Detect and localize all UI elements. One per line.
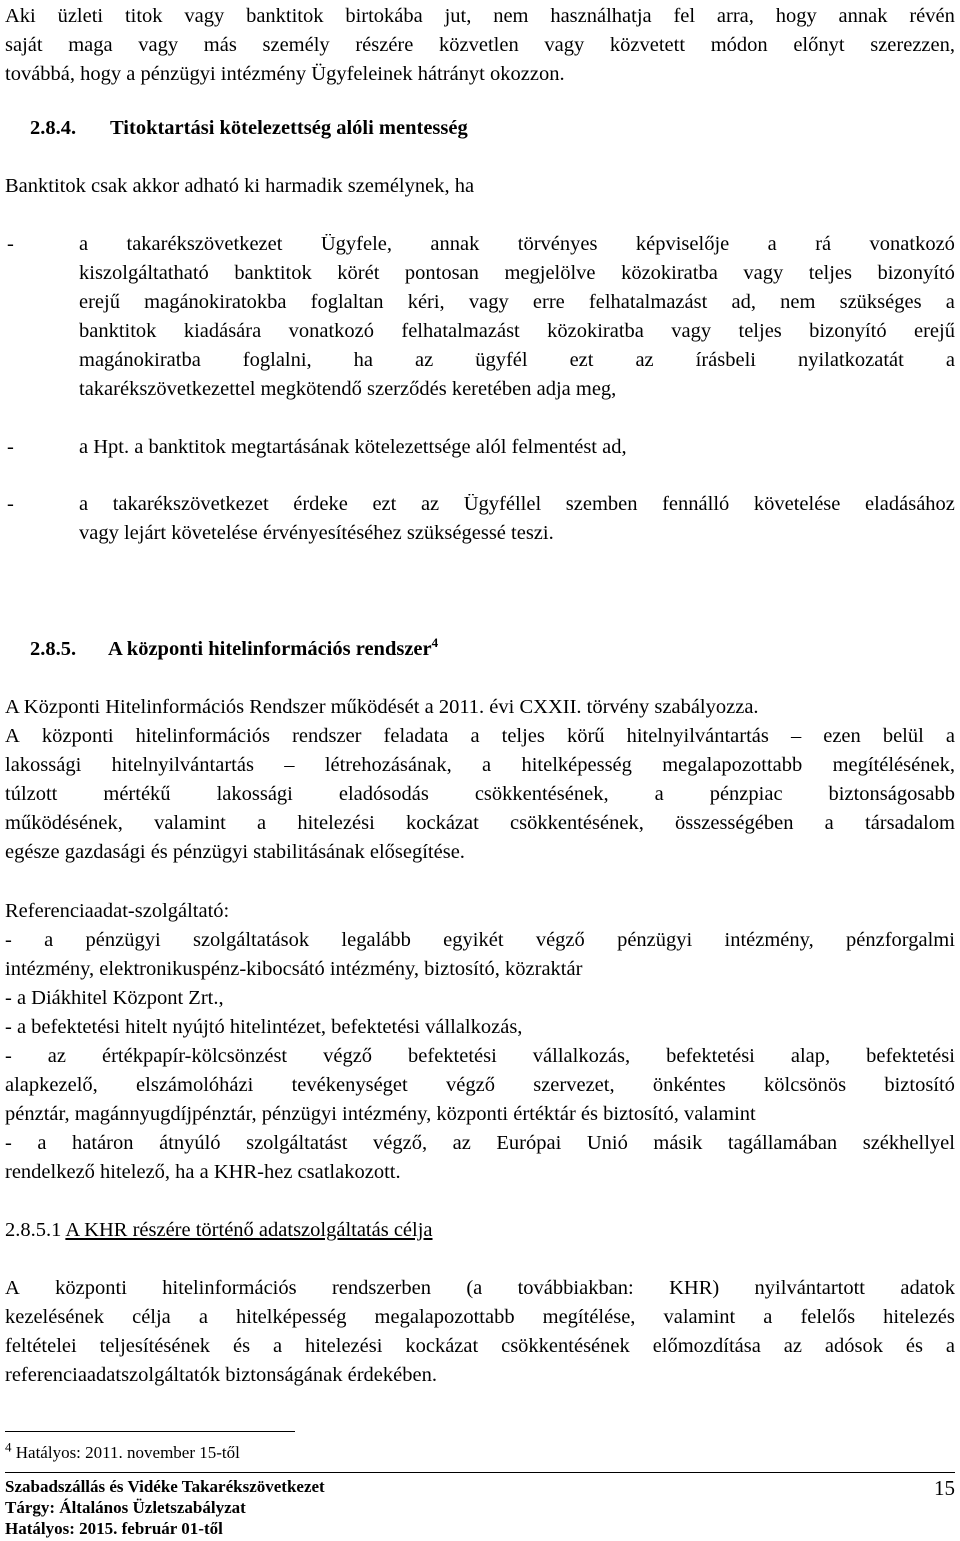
list-item-line (79, 494, 955, 516)
word: befektetési (666, 1046, 755, 1067)
word: kezelésének (5, 1307, 105, 1328)
text-line: egésze gazdasági és pénzügyi stabilitásának elősegítése. (5, 841, 465, 863)
word: foglaltan (310, 292, 384, 313)
word: a (272, 1336, 283, 1357)
word: vonatkozó (869, 234, 955, 255)
word: vonatkozó (288, 321, 374, 342)
word: hitelezési (305, 1336, 383, 1357)
subsection-heading (5, 1220, 433, 1241)
word: KHR) (669, 1278, 720, 1299)
word: végző, (373, 1133, 428, 1154)
word: hitelképesség (521, 755, 632, 776)
word: az (415, 350, 434, 371)
word: megalapozottabb (662, 755, 803, 776)
text-line: rendelkező hitelező, ha a KHR-hez csatlakozott. (5, 1161, 401, 1183)
text-line: - a Diákhitel Központ Zrt., (5, 987, 224, 1009)
word: legalább (341, 930, 411, 951)
word: végző (323, 1046, 373, 1067)
word: létrehozásának, (324, 755, 452, 776)
text-line: referenciaadatszolgáltatók biztonságának érdekében. (5, 1364, 437, 1386)
word: szolgáltatások (192, 930, 310, 951)
text-line (5, 930, 955, 952)
word: rendszerben (331, 1278, 431, 1299)
word: felhatalmazást (401, 321, 520, 342)
word: székhellyel (862, 1133, 955, 1154)
word: banktitok (79, 321, 157, 342)
word: a (257, 813, 267, 834)
footnote-ref: 4 (431, 635, 439, 651)
word: az (452, 1133, 471, 1154)
word: intézmény, (724, 930, 814, 951)
word: fel (673, 6, 696, 27)
text-line (5, 6, 955, 28)
word: rendszer (292, 726, 362, 747)
footnote-number: 4 (5, 1439, 12, 1455)
word: belül (882, 726, 924, 747)
word: vagy (184, 6, 225, 27)
word: pénzügyi (85, 930, 161, 951)
word: az (635, 350, 654, 371)
word: körű (566, 726, 605, 747)
word: pénzforgalmi (846, 930, 955, 951)
word: birtokába (345, 6, 423, 27)
word: a (824, 813, 834, 834)
word: erre (532, 292, 565, 313)
word: felhatalmazást (588, 292, 708, 313)
section-title (108, 635, 439, 660)
word: Aki (5, 6, 36, 27)
word: a (763, 1307, 773, 1328)
word: ezt (372, 494, 397, 515)
word: feltételei (5, 1336, 77, 1357)
word: a (945, 1336, 955, 1357)
footnote (5, 1439, 240, 1462)
word: kölcsönös (764, 1075, 847, 1096)
word: a (945, 350, 955, 371)
text-line (5, 1307, 955, 1329)
word: nem (493, 6, 529, 27)
word: foglalni, (242, 350, 312, 371)
footnote-divider (5, 1431, 295, 1432)
word: az (783, 1336, 802, 1357)
section-number: 2.8.4. (30, 117, 77, 139)
word: a (44, 930, 54, 951)
section-title: Titoktartási kötelezettség alóli mentesség (110, 117, 468, 139)
word: társadalom (865, 813, 955, 834)
word: a (654, 784, 664, 805)
list-item-line (79, 234, 955, 256)
word: valamint (154, 813, 226, 834)
word: ad, (731, 292, 756, 313)
text-line (5, 1075, 955, 1097)
word: a (945, 726, 955, 747)
word: befektetési (408, 1046, 497, 1067)
word: teljes (738, 321, 782, 342)
word: egyikét (443, 930, 504, 951)
word: vagy (671, 321, 712, 342)
word: rá (815, 234, 832, 255)
word: az (420, 494, 440, 515)
word: fennálló (662, 494, 730, 515)
word: hitelnyilvántartás (111, 755, 254, 776)
word: eladósodás (338, 784, 429, 805)
word: közokiratba (621, 263, 718, 284)
word: szervezet, (533, 1075, 615, 1096)
word: vagy (468, 292, 509, 313)
bullet-dash: - (7, 436, 14, 458)
word: célja (132, 1307, 171, 1328)
list-item-line (79, 350, 955, 372)
word: végző (535, 930, 585, 951)
word: pénzügyi (617, 930, 693, 951)
subsection-number: 2.8.5.1 (5, 1219, 66, 1241)
word: (a (466, 1278, 483, 1299)
word: a (79, 234, 89, 255)
list-item-line: vagy lejárt követelése érvényesítéséhez szükségessé teszi. (79, 522, 554, 544)
word: csökkentésének (501, 1336, 630, 1357)
word: Unió (586, 1133, 628, 1154)
word: adósok (824, 1336, 883, 1357)
word: eladásához (864, 494, 955, 515)
word: erejű (79, 292, 120, 313)
word: csökkentésének, (510, 813, 644, 834)
word: kockázat (405, 1336, 479, 1357)
bullet-dash: - (7, 233, 14, 255)
word: takarékszövetkezet (112, 494, 269, 515)
word: csökkentésének, (474, 784, 609, 805)
word: hitelnyilvántartás (626, 726, 769, 747)
word: annak (430, 234, 480, 255)
word: határon (72, 1133, 134, 1154)
word: - (5, 930, 12, 951)
word: előmozdítása (652, 1336, 761, 1357)
list-item-line: a Hpt. a banktitok megtartásának kötelezettsége alól felmentést ad, (79, 436, 627, 458)
list-item-line (79, 321, 955, 343)
word: tagállamában (727, 1133, 838, 1154)
word: ha (353, 350, 374, 371)
word: hitelezési (297, 813, 375, 834)
word: befektetési (866, 1046, 955, 1067)
word: Ügyfele, (320, 234, 393, 255)
word: hitelképesség (236, 1307, 347, 1328)
word: túlzott (5, 784, 58, 805)
word: szükséges (839, 292, 922, 313)
word: tevékenységet (291, 1075, 408, 1096)
word: kiszolgáltatható (79, 263, 209, 284)
word: a (37, 1133, 47, 1154)
text-line (5, 755, 955, 777)
word: kiadására (183, 321, 262, 342)
word: hitelinformációs (135, 726, 271, 747)
subsection-heading-text (5, 1219, 433, 1241)
word: körét (337, 263, 380, 284)
footer-divider (5, 1472, 955, 1473)
word: teljes (808, 263, 852, 284)
word: teljesítésének (99, 1336, 211, 1357)
word: önkéntes (652, 1075, 726, 1096)
word: megítélése, (542, 1307, 636, 1328)
word: hitelinformációs (162, 1278, 297, 1299)
word: írásbeli (695, 350, 756, 371)
word: érdeke (293, 494, 348, 515)
word: ezen (823, 726, 861, 747)
word: révén (909, 6, 955, 27)
word: vállalkozás, (532, 1046, 631, 1067)
word: a (767, 234, 777, 255)
word: feladata (383, 726, 449, 747)
text-line: pénztár, magánnyugdíjpénztár, pénzügyi intézmény, központi értéktár és biztosító, valamint (5, 1103, 756, 1125)
word: működésének, (5, 813, 123, 834)
word: összességében (675, 813, 794, 834)
word: mértékű (103, 784, 171, 805)
word: lakossági (5, 755, 82, 776)
word: adatok (900, 1278, 955, 1299)
word: értékpapír-kölcsönzést (101, 1046, 288, 1067)
section-lead: Banktitok csak akkor adható ki harmadik személynek, ha (5, 175, 475, 197)
subsection-title: A KHR részére történő adatszolgáltatás célja (65, 1219, 433, 1241)
word: továbbiakban: (517, 1278, 634, 1299)
word: elszámolóházi (136, 1075, 254, 1096)
word: Ügyféllel (463, 494, 542, 515)
footer-subject: Tárgy: Általános Üzletszabályzat (5, 1498, 246, 1517)
word: a (482, 755, 492, 776)
text-line (5, 1278, 955, 1300)
word: banktitok (234, 263, 312, 284)
word: teljes (501, 726, 545, 747)
word: valamint (663, 1307, 736, 1328)
text-line (5, 813, 955, 835)
word: takarékszövetkezet (126, 234, 283, 255)
ref-heading: Referenciaadat-szolgáltató: (5, 900, 230, 922)
footer-effective: Hatályos: 2015. február 01-től (5, 1519, 223, 1538)
word: és (905, 1336, 923, 1357)
text-line (5, 1046, 955, 1068)
text-line: - a befektetési hitelt nyújtó hitelintézet, befektetési vállalkozás, (5, 1016, 523, 1038)
word: bizonyító (809, 321, 887, 342)
word: pénzpiac (709, 784, 783, 805)
word: bizonyító (877, 263, 955, 284)
word: ügyfél (475, 350, 528, 371)
word: szemben (565, 494, 638, 515)
list-item-line (79, 263, 955, 285)
word: Európai (496, 1133, 562, 1154)
word: a (470, 726, 480, 747)
word: felelős (800, 1307, 856, 1328)
word: magánokiratba (79, 350, 201, 371)
word: végző (446, 1075, 495, 1096)
word: – (790, 726, 802, 747)
text-line (5, 1336, 955, 1358)
word: hitelezés (883, 1307, 955, 1328)
word: követelése (753, 494, 841, 515)
word: a (945, 292, 955, 313)
word: szolgáltatást (246, 1133, 348, 1154)
section-number: 2.8.5. (30, 638, 77, 660)
section-title-text: A központi hitelinformációs rendszer (108, 638, 432, 660)
word: központi (55, 1278, 127, 1299)
list-item-line (79, 292, 955, 314)
word: átnyúló (159, 1133, 221, 1154)
word: a (198, 1307, 208, 1328)
word: pontosan (404, 263, 479, 284)
list-item-line: takarékszövetkezettel megkötendő szerződés keretében adja meg, (79, 378, 617, 400)
word: - (5, 1133, 12, 1154)
word: alap, (790, 1046, 831, 1067)
word: és (232, 1336, 251, 1357)
footnote-text: Hatályos: 2011. november 15-től (15, 1443, 240, 1462)
text-line: saját maga vagy más személy részére közvetlen vagy közvetett módon előnyt szerezzen, (5, 34, 955, 56)
word: megjelölve (504, 263, 596, 284)
word: képviselője (635, 234, 730, 255)
word: A (5, 726, 20, 747)
word: - (5, 1046, 12, 1067)
text-line (5, 1133, 955, 1155)
word: ezt (569, 350, 594, 371)
word: nem (780, 292, 816, 313)
word: másik (653, 1133, 703, 1154)
word: megalapozottabb (374, 1307, 515, 1328)
text-line (5, 726, 955, 748)
word: erejű (913, 321, 955, 342)
word: hogy (775, 6, 817, 27)
word: kéri, (407, 292, 445, 313)
word: nyilatkozatát (797, 350, 904, 371)
word: megítélésének, (832, 755, 955, 776)
word: magánokiratokba (144, 292, 287, 313)
word: nyilvántartott (754, 1278, 865, 1299)
bullet-dash: - (7, 493, 14, 515)
text-line: intézmény, elektronikuspénz-kibocsátó intézmény, biztosító, közraktár (5, 958, 583, 980)
text-line (5, 784, 955, 806)
word: alapkezelő, (5, 1075, 98, 1096)
word: jut, (444, 6, 472, 27)
word: banktitok (246, 6, 324, 27)
word: központi (41, 726, 114, 747)
word: biztosító (884, 1075, 955, 1096)
text-line: A Központi Hitelinformációs Rendszer működését a 2011. évi CXXII. törvény szabályozza. (5, 696, 759, 718)
word: a (79, 494, 89, 515)
word: kockázat (405, 813, 479, 834)
word: vagy (743, 263, 784, 284)
word: titok (124, 6, 163, 27)
footer-org: Szabadszállás és Vidéke Takarékszövetkezet (5, 1477, 325, 1496)
word: lakossági (216, 784, 293, 805)
text-line: továbbá, hogy a pénzügyi intézmény Ügyfeleinek hátrányt okozzon. (5, 63, 565, 85)
word: A (5, 1278, 20, 1299)
word: törvényes (517, 234, 598, 255)
word: üzleti (57, 6, 104, 27)
word: közokiratba (547, 321, 644, 342)
word: az (47, 1046, 66, 1067)
page-number: 15 (934, 1476, 955, 1500)
word: használhatja (550, 6, 652, 27)
word: annak (838, 6, 888, 27)
word: biztonságosabb (828, 784, 955, 805)
word: arra, (716, 6, 754, 27)
word: – (284, 755, 295, 776)
